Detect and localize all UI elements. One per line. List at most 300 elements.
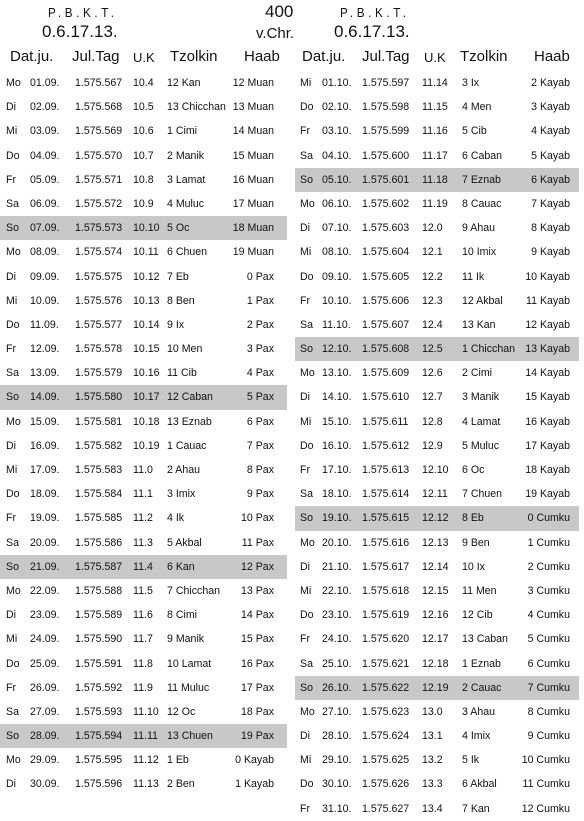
julian-day-cell: 1.575.578	[75, 343, 123, 356]
date-cell: 01.09.	[30, 77, 60, 89]
table-row	[0, 240, 287, 264]
julian-day-cell: 1.575.583	[75, 464, 123, 476]
uk-cell: 10.9	[133, 197, 154, 210]
julian-day-cell: 1.575.617	[362, 560, 410, 573]
julian-day-cell: 1.575.589	[75, 609, 123, 622]
haab-cell: 10 Kayab	[525, 270, 570, 283]
weekday-cell: Sa	[300, 318, 313, 331]
julian-day-cell: 1.575.579	[75, 367, 123, 380]
tzolkin-cell: 8 Ben	[167, 294, 195, 307]
weekday-cell: Fr	[300, 294, 310, 307]
date-cell: 05.09.	[30, 173, 60, 186]
weekday-cell: Mi	[300, 415, 312, 428]
date-cell: 07.09.	[30, 222, 60, 235]
julian-day-cell: 1.575.571	[75, 173, 123, 186]
weekday-cell: Di	[300, 222, 311, 235]
header-julian-day: Jul.Tag	[72, 48, 120, 65]
date-cell: 26.09.	[30, 681, 60, 694]
weekday-cell: Do	[300, 609, 314, 622]
julian-day-cell: 1.575.594	[75, 730, 123, 743]
table-row	[295, 313, 579, 337]
date-cell: 15.10.	[322, 415, 352, 428]
weekday-cell: Mo	[6, 584, 21, 597]
tzolkin-cell: 13 Kan	[462, 318, 496, 331]
uk-cell: 12.2	[422, 270, 443, 283]
haab-cell: 12 Muan	[232, 77, 274, 89]
haab-cell: 2 Cumku	[527, 560, 570, 573]
table-row	[0, 265, 287, 289]
tzolkin-cell: 2 Ahau	[167, 464, 200, 476]
tzolkin-cell: 11 Men	[462, 584, 497, 597]
uk-cell: 12.10	[422, 464, 449, 476]
uk-cell: 11.14	[422, 77, 448, 89]
date-cell: 18.09.	[30, 488, 60, 501]
date-cell: 08.10.	[322, 246, 352, 259]
weekday-cell: So	[300, 681, 313, 694]
julian-day-cell: 1.575.580	[75, 391, 123, 404]
table-row	[0, 361, 287, 385]
table-row	[295, 772, 579, 796]
haab-cell: 8 Pax	[246, 464, 274, 476]
julian-day-cell: 1.575.573	[75, 222, 123, 235]
uk-cell: 10.7	[133, 149, 154, 162]
tzolkin-cell: 12 Caban	[167, 391, 213, 404]
haab-cell: 7 Cumku	[527, 681, 570, 694]
weekday-cell: Fr	[6, 512, 16, 525]
uk-cell: 12.1	[422, 246, 443, 259]
table-row	[295, 748, 579, 772]
uk-cell: 10.15	[133, 343, 160, 356]
weekday-cell: Fr	[6, 343, 16, 356]
table-row	[0, 313, 287, 337]
date-cell: 10.09.	[30, 294, 60, 307]
weekday-cell: Mo	[300, 367, 315, 380]
tzolkin-cell: 2 Ben	[167, 778, 195, 791]
julian-day-cell: 1.575.601	[362, 173, 410, 186]
uk-cell: 11.12	[133, 754, 159, 767]
weekday-cell: So	[300, 173, 313, 186]
haab-cell: 1 Kayab	[235, 778, 274, 791]
tzolkin-cell: 10 Lamat	[167, 657, 212, 670]
haab-cell: 17 Muan	[232, 197, 274, 210]
tzolkin-cell: 3 Ix	[462, 77, 480, 89]
tzolkin-cell: 8 Eb	[462, 512, 484, 525]
haab-cell: 19 Kayab	[525, 488, 570, 501]
haab-cell: 4 Cumku	[527, 609, 570, 622]
date-cell: 25.10.	[322, 657, 352, 670]
weekday-cell: Mo	[6, 246, 21, 259]
date-cell: 12.09.	[30, 343, 60, 356]
weekday-cell: Fr	[6, 173, 16, 186]
julian-day-cell: 1.575.592	[75, 681, 123, 694]
weekday-cell: Do	[6, 318, 20, 331]
julian-day-cell: 1.575.597	[362, 77, 410, 89]
tzolkin-cell: 7 Eb	[167, 270, 189, 283]
tzolkin-cell: 11 Ik	[462, 270, 485, 283]
header-haab: Haab	[534, 48, 570, 65]
julian-day-cell: 1.575.612	[362, 439, 410, 452]
table-row	[295, 71, 579, 95]
julian-day-cell: 1.575.615	[362, 512, 410, 525]
uk-cell: 10.14	[133, 318, 160, 331]
uk-cell: 11.8	[133, 657, 153, 670]
tzolkin-cell: 7 Chicchan	[167, 584, 220, 597]
table-row	[295, 555, 579, 579]
date-cell: 18.10.	[322, 488, 352, 501]
header-tzolkin: Tzolkin	[460, 48, 508, 65]
julian-day-cell: 1.575.591	[75, 657, 123, 670]
julian-day-cell: 1.575.569	[75, 125, 123, 138]
weekday-cell: Mi	[300, 246, 312, 259]
right-calendar-table	[295, 71, 579, 821]
left-long-count: 0.6.17.13.	[42, 22, 118, 41]
weekday-cell: Mo	[300, 705, 315, 718]
weekday-cell: Do	[6, 657, 20, 670]
julian-day-cell: 1.575.608	[362, 343, 410, 356]
haab-cell: 3 Pax	[246, 343, 274, 356]
table-row	[0, 168, 287, 192]
date-cell: 06.09.	[30, 197, 60, 210]
uk-cell: 10.8	[133, 173, 154, 186]
table-row	[295, 797, 579, 821]
left-column-headers	[0, 48, 290, 70]
tzolkin-cell: 11 Cib	[167, 367, 197, 380]
uk-cell: 10.6	[133, 125, 154, 138]
date-cell: 21.09.	[30, 560, 60, 573]
haab-cell: 17 Pax	[241, 681, 274, 694]
haab-cell: 11 Kayab	[526, 294, 570, 307]
uk-cell: 10.18	[133, 415, 160, 428]
haab-cell: 1 Pax	[246, 294, 274, 307]
weekday-cell: Di	[300, 560, 311, 573]
right-calendar-label: P.B.K.T.	[340, 5, 410, 20]
weekday-cell: So	[6, 391, 19, 404]
julian-day-cell: 1.575.587	[75, 560, 123, 573]
haab-cell: 13 Kayab	[525, 343, 570, 356]
date-cell: 04.10.	[322, 149, 352, 162]
uk-cell: 11.16	[422, 125, 448, 138]
table-row	[295, 603, 579, 627]
weekday-cell: Di	[300, 730, 311, 743]
tzolkin-cell: 2 Manik	[167, 149, 205, 162]
julian-day-cell: 1.575.627	[362, 802, 410, 815]
uk-cell: 10.19	[133, 439, 160, 452]
uk-cell: 13.3	[422, 778, 443, 791]
tzolkin-cell: 9 Manik	[167, 633, 205, 646]
weekday-cell: Di	[6, 101, 17, 114]
date-cell: 30.09.	[30, 778, 60, 791]
table-row	[295, 361, 579, 385]
weekday-cell: Mo	[6, 77, 21, 89]
table-row	[0, 627, 287, 651]
haab-cell: 1 Cumku	[527, 536, 570, 549]
date-cell: 19.09.	[30, 512, 60, 525]
tzolkin-cell: 2 Cimi	[462, 367, 493, 380]
weekday-cell: Sa	[6, 536, 19, 549]
julian-day-cell: 1.575.613	[362, 464, 410, 476]
table-row	[0, 506, 287, 530]
date-cell: 20.09.	[30, 536, 60, 549]
weekday-cell: Mi	[300, 754, 312, 767]
haab-cell: 18 Pax	[241, 705, 274, 718]
uk-cell: 12.4	[422, 318, 443, 331]
julian-day-cell: 1.575.599	[362, 125, 410, 138]
uk-cell: 11.3	[133, 536, 153, 549]
tzolkin-cell: 1 Cimi	[167, 125, 198, 138]
haab-cell: 5 Cumku	[527, 633, 570, 646]
date-cell: 28.10.	[322, 730, 352, 743]
weekday-cell: Mi	[6, 125, 18, 138]
table-row	[0, 410, 287, 434]
table-row	[295, 119, 579, 143]
date-cell: 13.10.	[322, 367, 352, 380]
weekday-cell: So	[6, 730, 19, 743]
uk-cell: 12.3	[422, 294, 443, 307]
julian-day-cell: 1.575.593	[75, 705, 123, 718]
julian-day-cell: 1.575.581	[75, 415, 123, 428]
tzolkin-cell: 5 Ik	[462, 754, 480, 767]
weekday-cell: So	[300, 512, 313, 525]
haab-cell: 15 Muan	[232, 149, 274, 162]
date-cell: 04.09.	[30, 149, 60, 162]
julian-day-cell: 1.575.603	[362, 222, 410, 235]
haab-cell: 11 Pax	[241, 536, 274, 549]
tzolkin-cell: 8 Cauac	[462, 197, 502, 210]
date-cell: 09.09.	[30, 270, 60, 283]
right-long-count: 0.6.17.13.	[334, 22, 410, 41]
table-row	[0, 289, 287, 313]
julian-day-cell: 1.575.622	[362, 681, 410, 694]
tzolkin-cell: 4 Lamat	[462, 415, 501, 428]
tzolkin-cell: 1 Cauac	[167, 439, 207, 452]
haab-cell: 5 Kayab	[531, 149, 570, 162]
haab-cell: 0 Pax	[246, 270, 274, 283]
date-cell: 14.10.	[322, 391, 352, 404]
weekday-cell: Sa	[6, 197, 19, 210]
header-tzolkin: Tzolkin	[170, 48, 218, 65]
julian-day-cell: 1.575.570	[75, 149, 123, 162]
table-row	[295, 216, 579, 240]
tzolkin-cell: 7 Eznab	[462, 173, 501, 186]
weekday-cell: Fr	[300, 802, 310, 815]
haab-cell: 12 Cumku	[521, 802, 570, 815]
weekday-cell: Do	[300, 439, 314, 452]
weekday-cell: Di	[6, 609, 17, 622]
uk-cell: 10.11	[133, 246, 159, 259]
julian-day-cell: 1.575.568	[75, 101, 123, 114]
right-column-headers	[294, 48, 584, 70]
weekday-cell: Do	[6, 149, 20, 162]
uk-cell: 11.13	[133, 778, 159, 791]
tzolkin-cell: 6 Caban	[462, 149, 503, 162]
tzolkin-cell: 8 Cimi	[167, 609, 198, 622]
date-cell: 22.10.	[322, 584, 352, 597]
haab-cell: 14 Kayab	[525, 367, 570, 380]
table-row	[295, 652, 579, 676]
tzolkin-cell: 9 Ahau	[462, 222, 495, 235]
table-row	[0, 579, 287, 603]
header-uk: U.K	[424, 50, 446, 65]
weekday-cell: Di	[6, 439, 17, 452]
date-cell: 13.09.	[30, 367, 60, 380]
date-cell: 21.10.	[322, 560, 352, 573]
uk-cell: 11.10	[133, 705, 159, 718]
julian-day-cell: 1.575.609	[362, 367, 410, 380]
weekday-cell: Do	[300, 270, 314, 283]
haab-cell: 14 Pax	[241, 609, 274, 622]
tzolkin-cell: 7 Kan	[462, 802, 490, 815]
julian-day-cell: 1.575.602	[362, 197, 410, 210]
haab-cell: 10 Pax	[241, 512, 274, 525]
haab-cell: 13 Muan	[232, 101, 274, 114]
date-cell: 25.09.	[30, 657, 60, 670]
uk-cell: 11.7	[133, 633, 153, 646]
haab-cell: 13 Pax	[241, 584, 274, 597]
julian-day-cell: 1.575.598	[362, 101, 410, 114]
julian-day-cell: 1.575.624	[362, 730, 410, 743]
weekday-cell: Do	[300, 101, 314, 114]
julian-day-cell: 1.575.605	[362, 270, 410, 283]
table-row	[295, 144, 579, 168]
uk-cell: 11.6	[133, 609, 153, 622]
tzolkin-cell: 5 Akbal	[167, 536, 202, 549]
uk-cell: 13.4	[422, 802, 443, 815]
haab-cell: 15 Kayab	[525, 391, 570, 404]
weekday-cell: Fr	[300, 125, 310, 138]
weekday-cell: Mo	[6, 415, 21, 428]
uk-cell: 12.6	[422, 367, 443, 380]
tzolkin-cell: 5 Cib	[462, 125, 487, 138]
tzolkin-cell: 13 Eznab	[167, 415, 212, 428]
year: 400	[265, 2, 294, 21]
haab-cell: 8 Cumku	[527, 705, 570, 718]
date-cell: 02.09.	[30, 101, 60, 114]
date-cell: 16.09.	[30, 439, 60, 452]
date-cell: 26.10.	[322, 681, 352, 694]
uk-cell: 11.0	[133, 464, 153, 476]
julian-day-cell: 1.575.604	[362, 246, 410, 259]
haab-cell: 16 Muan	[232, 173, 274, 186]
table-row	[295, 240, 579, 264]
table-row	[295, 458, 579, 482]
julian-day-cell: 1.575.574	[75, 246, 123, 259]
table-row	[0, 337, 287, 361]
haab-cell: 19 Pax	[241, 730, 274, 743]
date-cell: 30.10.	[322, 778, 352, 791]
uk-cell: 10.10	[133, 222, 160, 235]
weekday-cell: Mi	[300, 584, 312, 597]
table-row	[295, 700, 579, 724]
tzolkin-cell: 12 Akbal	[462, 294, 503, 307]
tzolkin-cell: 13 Caban	[462, 633, 508, 646]
uk-cell: 12.19	[422, 681, 449, 694]
date-cell: 28.09.	[30, 730, 60, 743]
haab-cell: 5 Pax	[246, 391, 274, 404]
uk-cell: 12.12	[422, 512, 449, 525]
uk-cell: 11.15	[422, 101, 448, 114]
weekday-cell: Sa	[300, 657, 313, 670]
table-row	[0, 458, 287, 482]
weekday-cell: Fr	[300, 464, 310, 476]
haab-cell: 3 Kayab	[531, 101, 570, 114]
weekday-cell: Mo	[300, 536, 315, 549]
header-date: Dat.ju.	[302, 48, 346, 65]
date-cell: 11.10.	[322, 318, 351, 331]
julian-day-cell: 1.575.588	[75, 584, 123, 597]
uk-cell: 13.2	[422, 754, 443, 767]
uk-cell: 13.0	[422, 705, 443, 718]
tzolkin-cell: 9 Ix	[167, 318, 185, 331]
table-row	[295, 95, 579, 119]
date-cell: 10.10.	[322, 294, 352, 307]
uk-cell: 12.9	[422, 439, 443, 452]
haab-cell: 9 Kayab	[531, 246, 570, 259]
haab-cell: 6 Pax	[246, 415, 274, 428]
tzolkin-cell: 4 Imix	[462, 730, 491, 743]
table-row	[0, 71, 287, 95]
weekday-cell: Do	[300, 778, 314, 791]
date-cell: 12.10.	[322, 343, 352, 356]
tzolkin-cell: 12 Kan	[167, 77, 201, 89]
tzolkin-cell: 9 Ben	[462, 536, 490, 549]
julian-day-cell: 1.575.620	[362, 633, 410, 646]
date-cell: 27.10.	[322, 705, 352, 718]
julian-day-cell: 1.575.572	[75, 197, 123, 210]
tzolkin-cell: 3 Manik	[462, 391, 500, 404]
uk-cell: 13.1	[422, 730, 443, 743]
table-row	[295, 482, 579, 506]
table-row	[0, 531, 287, 555]
julian-day-cell: 1.575.626	[362, 778, 410, 791]
table-row	[295, 506, 579, 530]
date-cell: 14.09.	[30, 391, 60, 404]
date-cell: 17.09.	[30, 464, 60, 476]
weekday-cell: Fr	[300, 633, 310, 646]
julian-day-cell: 1.575.585	[75, 512, 123, 525]
date-cell: 17.10.	[322, 464, 352, 476]
header-haab: Haab	[244, 48, 280, 65]
uk-cell: 11.1	[133, 488, 153, 501]
haab-cell: 16 Pax	[241, 657, 274, 670]
weekday-cell: Do	[6, 488, 20, 501]
weekday-cell: So	[6, 222, 19, 235]
tzolkin-cell: 4 Ik	[167, 512, 185, 525]
uk-cell: 12.14	[422, 560, 449, 573]
table-row	[295, 579, 579, 603]
table-row	[0, 555, 287, 579]
uk-cell: 10.5	[133, 101, 154, 114]
weekday-cell: Mi	[6, 294, 18, 307]
tzolkin-cell: 5 Oc	[167, 222, 190, 235]
haab-cell: 6 Cumku	[527, 657, 570, 670]
julian-day-cell: 1.575.621	[362, 657, 410, 670]
weekday-cell: Mo	[6, 754, 21, 767]
header-julian-day: Jul.Tag	[362, 48, 410, 65]
table-row	[0, 652, 287, 676]
julian-day-cell: 1.575.576	[75, 294, 123, 307]
table-row	[0, 772, 287, 796]
julian-day-cell: 1.575.575	[75, 270, 123, 283]
date-cell: 06.10.	[322, 197, 352, 210]
uk-cell: 11.2	[133, 512, 153, 525]
tzolkin-cell: 5 Muluc	[462, 439, 500, 452]
date-cell: 22.09.	[30, 584, 60, 597]
julian-day-cell: 1.575.606	[362, 294, 410, 307]
era-label: v.Chr.	[256, 25, 295, 42]
julian-day-cell: 1.575.614	[362, 488, 410, 501]
tzolkin-cell: 6 Akbal	[462, 778, 497, 791]
table-row	[0, 603, 287, 627]
